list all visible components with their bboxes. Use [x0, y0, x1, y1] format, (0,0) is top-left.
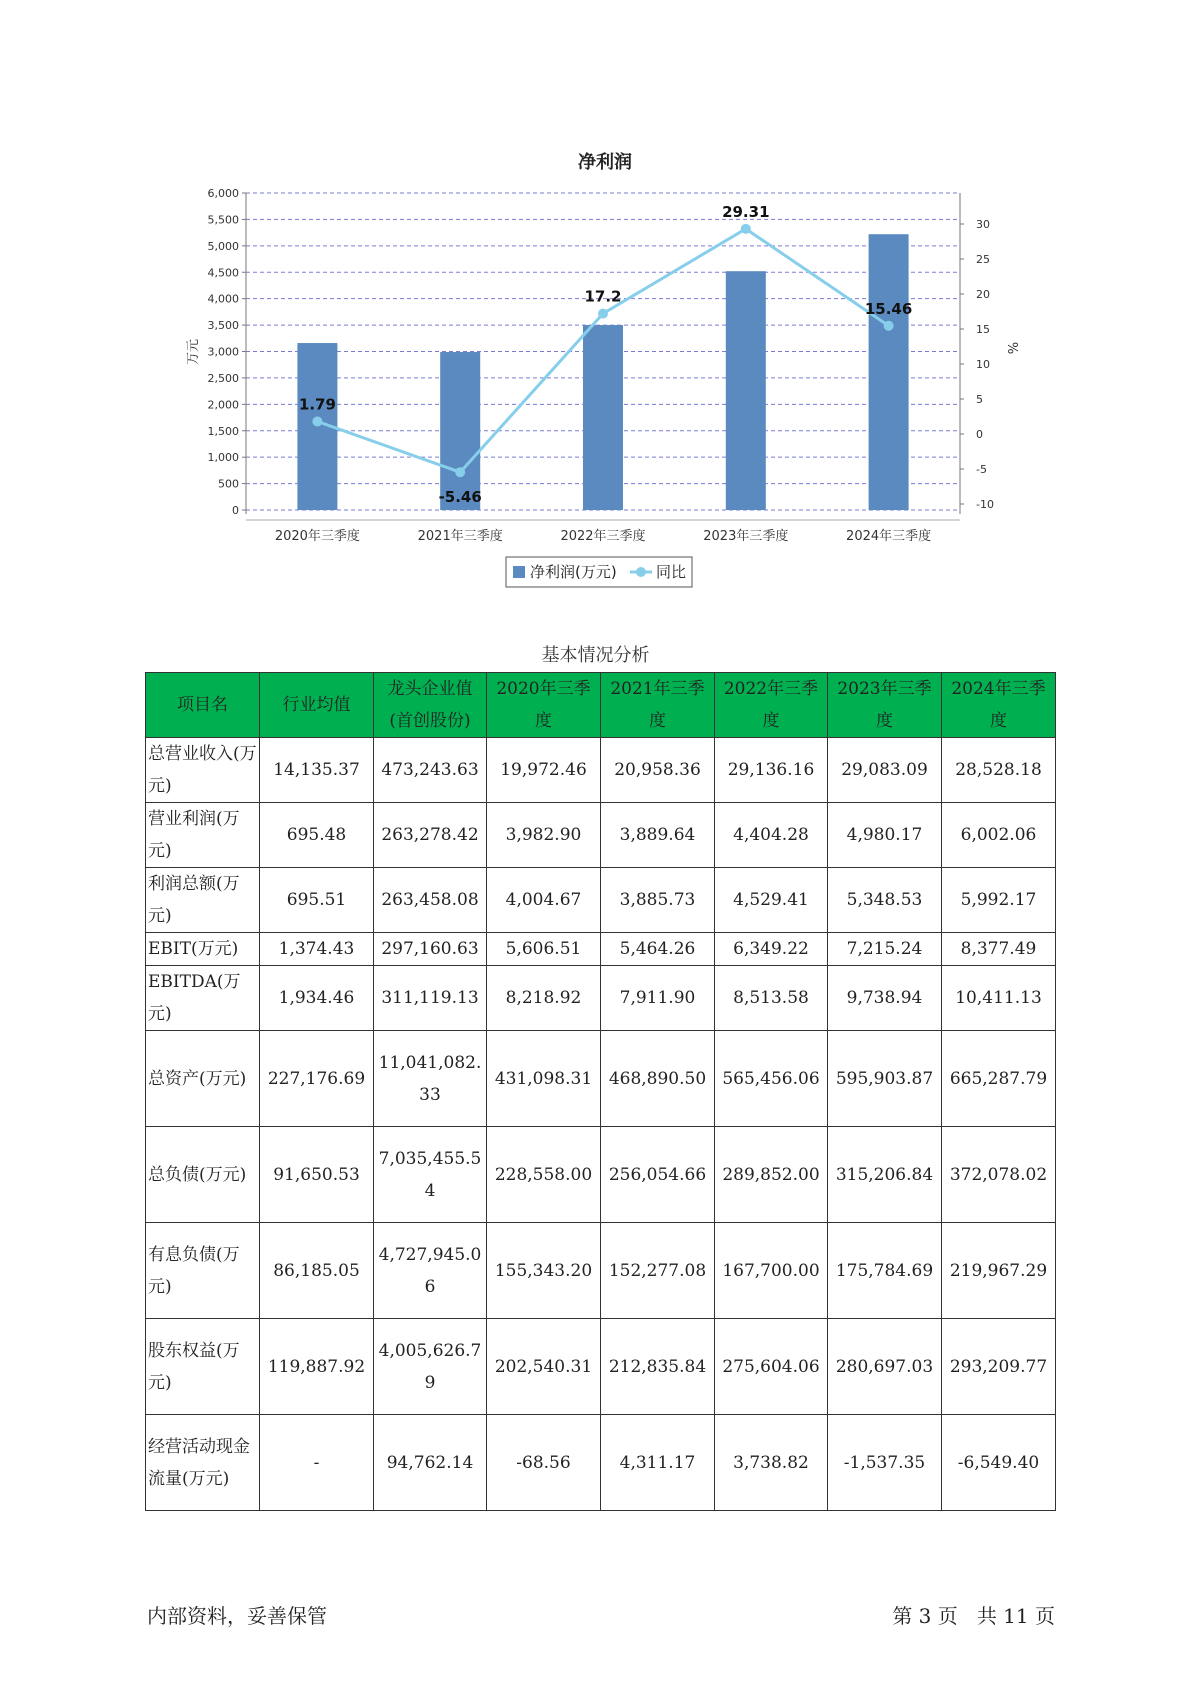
table-cell: 695.48	[260, 803, 374, 868]
table-cell: 311,119.13	[374, 966, 487, 1031]
table-cell: 7,215.24	[828, 933, 942, 966]
table-cell: 155,343.20	[487, 1223, 601, 1319]
table-cell: 19,972.46	[487, 738, 601, 803]
table-cell: 3,738.82	[715, 1415, 828, 1511]
header-leader-value: 龙头企业值(首创股份)	[374, 673, 487, 738]
net-profit-chart	[0, 0, 1191, 620]
table-cell: 263,278.42	[374, 803, 487, 868]
table-cell: -6,549.40	[942, 1415, 1056, 1511]
header-2022q3: 2022年三季度	[715, 673, 828, 738]
table-cell: 372,078.02	[942, 1127, 1056, 1223]
table-cell: 28,528.18	[942, 738, 1056, 803]
table-cell: 212,835.84	[601, 1319, 715, 1415]
table-cell: 227,176.69	[260, 1031, 374, 1127]
bar	[726, 271, 766, 510]
y2-tick-label: 25	[976, 253, 990, 266]
table-cell: 565,456.06	[715, 1031, 828, 1127]
table-cell: 297,160.63	[374, 933, 487, 966]
legend-bar-swatch	[513, 566, 525, 578]
y2-tick-label: 5	[976, 393, 983, 406]
chart-title: 净利润	[578, 152, 632, 173]
table-cell: 4,727,945.06	[374, 1223, 487, 1319]
table-cell: 7,911.90	[601, 966, 715, 1031]
yoy-point	[312, 416, 322, 426]
legend-line-marker	[636, 567, 646, 577]
y-tick-label: 4,000	[207, 292, 239, 306]
table-cell: 175,784.69	[828, 1223, 942, 1319]
table-cell: 280,697.03	[828, 1319, 942, 1415]
x-tick-label: 2020年三季度	[274, 529, 360, 544]
y-tick-label: 5,500	[207, 213, 239, 227]
row-label: EBITDA(万元)	[146, 966, 260, 1031]
table-cell: 315,206.84	[828, 1127, 942, 1223]
table-title: 基本情况分析	[541, 645, 650, 666]
x-tick-label: 2023年三季度	[703, 529, 789, 544]
table-cell: 5,348.53	[828, 868, 942, 933]
y2-tick-label: 20	[976, 288, 990, 301]
row-label: EBIT(万元)	[146, 933, 260, 966]
y2-tick-label: 0	[976, 428, 983, 441]
x-tick-label: 2021年三季度	[417, 529, 503, 544]
table-cell: 256,054.66	[601, 1127, 715, 1223]
footer-page-number: 第 3 页 共 11 页	[892, 1604, 1055, 1628]
table-cell: 468,890.50	[601, 1031, 715, 1127]
table-cell: 4,004.67	[487, 868, 601, 933]
table-cell: 167,700.00	[715, 1223, 828, 1319]
data-label: -5.46	[438, 488, 482, 507]
table-cell: 263,458.08	[374, 868, 487, 933]
row-label: 经营活动现金流量(万元)	[146, 1415, 260, 1511]
row-label: 总营业收入(万元)	[146, 738, 260, 803]
y-tick-label: 2,500	[207, 371, 239, 385]
table-cell: 29,083.09	[828, 738, 942, 803]
y-tick-label: 0	[232, 504, 239, 517]
bar	[440, 352, 480, 510]
bar	[869, 234, 909, 510]
row-label: 股东权益(万元)	[146, 1319, 260, 1415]
table-cell: 275,604.06	[715, 1319, 828, 1415]
yoy-point	[741, 224, 751, 234]
table-cell: 3,885.73	[601, 868, 715, 933]
table-cell: 473,243.63	[374, 738, 487, 803]
data-label: 15.46	[864, 299, 913, 318]
table-cell: 5,992.17	[942, 868, 1056, 933]
table-cell: 9,738.94	[828, 966, 942, 1031]
legend-line-label: 同比	[656, 563, 687, 581]
header-industry-avg: 行业均值	[260, 673, 374, 738]
table-cell: 595,903.87	[828, 1031, 942, 1127]
y-tick-label: 1,000	[207, 451, 239, 465]
table-cell: 293,209.77	[942, 1319, 1056, 1415]
y2-tick-label: 10	[976, 358, 990, 371]
y-tick-label: 4,500	[207, 266, 239, 280]
row-label: 总负债(万元)	[146, 1127, 260, 1223]
data-label: 17.2	[584, 287, 622, 306]
yoy-point	[598, 309, 608, 319]
x-tick-label: 2022年三季度	[560, 529, 646, 544]
header-2021q3: 2021年三季度	[601, 673, 715, 738]
table-cell: 665,287.79	[942, 1031, 1056, 1127]
data-label: 29.31	[722, 202, 770, 221]
table-cell: 202,540.31	[487, 1319, 601, 1415]
legend-bar-label: 净利润(万元)	[530, 563, 617, 581]
table-cell: 289,852.00	[715, 1127, 828, 1223]
table-cell: 4,980.17	[828, 803, 942, 868]
table-cell: 8,218.92	[487, 966, 601, 1031]
table-row	[146, 738, 1056, 803]
table-row	[146, 933, 1056, 966]
row-label: 总资产(万元)	[146, 1031, 260, 1127]
y2-tick-label: 15	[976, 323, 990, 336]
y2-tick-label: -10	[976, 498, 994, 511]
table-cell: -68.56	[487, 1415, 601, 1511]
table-cell: 5,464.26	[601, 933, 715, 966]
table-row	[146, 1415, 1056, 1511]
table-cell: 4,311.17	[601, 1415, 715, 1511]
y-tick-label: 3,000	[207, 345, 239, 359]
table-cell: 14,135.37	[260, 738, 374, 803]
x-tick-label: 2024年三季度	[846, 529, 932, 544]
y-tick-label: 6,000	[207, 187, 239, 200]
table-cell: 152,277.08	[601, 1223, 715, 1319]
yoy-point	[455, 467, 465, 477]
table-cell: 119,887.92	[260, 1319, 374, 1415]
table-cell: 5,606.51	[487, 933, 601, 966]
table-cell: 1,934.46	[260, 966, 374, 1031]
table-cell: 7,035,455.54	[374, 1127, 487, 1223]
table-cell: 6,349.22	[715, 933, 828, 966]
y2-axis-label: %	[1004, 341, 1019, 355]
table-cell: 6,002.06	[942, 803, 1056, 868]
table-row	[146, 1031, 1056, 1127]
table-row	[146, 1319, 1056, 1415]
table-cell: 10,411.13	[942, 966, 1056, 1031]
y2-tick-label: 30	[976, 218, 990, 231]
header-2024q3: 2024年三季度	[942, 673, 1056, 738]
table-cell: 695.51	[260, 868, 374, 933]
table-cell: 3,889.64	[601, 803, 715, 868]
table-header-row	[146, 673, 1056, 738]
y-tick-label: 3,500	[207, 319, 239, 333]
table-cell: 3,982.90	[487, 803, 601, 868]
row-label: 营业利润(万元)	[146, 803, 260, 868]
table-cell: 4,529.41	[715, 868, 828, 933]
table-row	[146, 868, 1056, 933]
table-cell: 91,650.53	[260, 1127, 374, 1223]
y2-tick-label: -5	[976, 463, 987, 476]
y-axis-label: 万元	[186, 338, 201, 366]
table-cell: 86,185.05	[260, 1223, 374, 1319]
data-label: 1.79	[298, 395, 336, 414]
table-row	[146, 1127, 1056, 1223]
yoy-point	[884, 321, 894, 331]
table-cell: 94,762.14	[374, 1415, 487, 1511]
row-label: 利润总额(万元)	[146, 868, 260, 933]
table-cell: 20,958.36	[601, 738, 715, 803]
basic-analysis-table	[145, 672, 1056, 1511]
footer-confidential-note: 内部资料，妥善保管	[147, 1604, 327, 1628]
table-cell: 8,513.58	[715, 966, 828, 1031]
table-cell: 4,005,626.79	[374, 1319, 487, 1415]
table-cell: 8,377.49	[942, 933, 1056, 966]
bar	[583, 325, 623, 510]
header-2020q3: 2020年三季度	[487, 673, 601, 738]
header-2023q3: 2023年三季度	[828, 673, 942, 738]
y-tick-label: 5,000	[207, 239, 239, 253]
table-cell: 228,558.00	[487, 1127, 601, 1223]
table-cell: -	[260, 1415, 374, 1511]
table-cell: 11,041,082.33	[374, 1031, 487, 1127]
y-tick-label: 1,500	[207, 424, 239, 438]
table-cell: 1,374.43	[260, 933, 374, 966]
table-row	[146, 1223, 1056, 1319]
row-label: 有息负债(万元)	[146, 1223, 260, 1319]
table-cell: -1,537.35	[828, 1415, 942, 1511]
table-cell: 219,967.29	[942, 1223, 1056, 1319]
y-tick-label: 2,000	[207, 398, 239, 412]
table-cell: 431,098.31	[487, 1031, 601, 1127]
table-cell: 4,404.28	[715, 803, 828, 868]
table-row	[146, 966, 1056, 1031]
table-cell: 29,136.16	[715, 738, 828, 803]
y-tick-label: 500	[218, 477, 239, 491]
header-item-name: 项目名	[146, 673, 260, 738]
table-row	[146, 803, 1056, 868]
